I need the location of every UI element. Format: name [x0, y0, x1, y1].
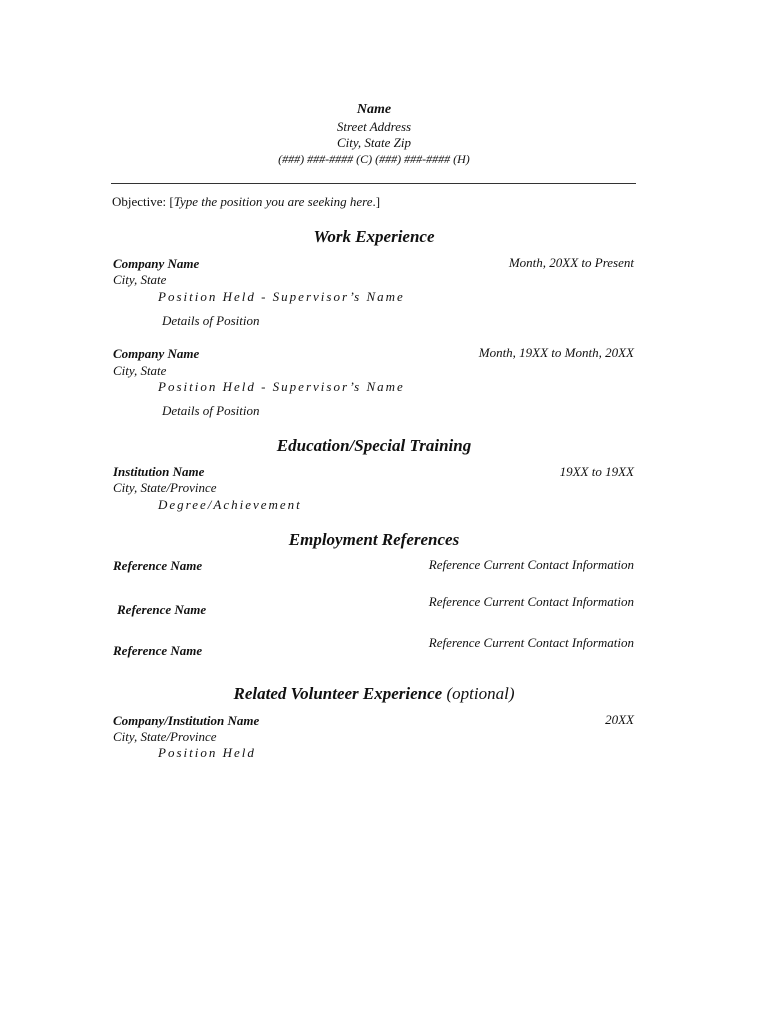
volunteer-title: Related Volunteer Experience: [233, 684, 443, 703]
city-state-zip: City, State Zip: [336, 135, 412, 150]
job-position: Position Held - Supervisor’s Name: [158, 289, 405, 304]
job-dates: Month, 20XX to Present: [508, 255, 634, 270]
reference-contact: Reference Current Contact Information: [428, 557, 634, 572]
header-divider: [111, 183, 636, 184]
degree-achievement: Degree/Achievement: [158, 497, 302, 512]
job-dates: Month, 19XX to Month, 20XX: [478, 345, 634, 360]
volunteer-position: Position Held: [158, 745, 256, 760]
phone-numbers: (###) ###-#### (C) (###) ###-#### (H): [278, 152, 470, 166]
objective-placeholder: Type the position you are seeking here: [173, 194, 373, 209]
reference-name: Reference Name: [113, 643, 203, 658]
volunteer-organization: Company/Institution Name: [113, 713, 260, 728]
job-company: Company Name: [113, 256, 200, 271]
volunteer-location: City, State/Province: [113, 729, 217, 744]
reference-contact: Reference Current Contact Information: [428, 594, 634, 609]
reference-contact: Reference Current Contact Information: [428, 635, 634, 650]
institution-location: City, State/Province: [113, 480, 217, 495]
education-dates: 19XX to 19XX: [559, 464, 634, 479]
objective-close: .]: [372, 194, 381, 209]
job-details: Details of Position: [162, 313, 260, 328]
job-position: Position Held - Supervisor’s Name: [158, 379, 405, 394]
institution-name: Institution Name: [113, 464, 205, 479]
section-title-references: Employment References: [288, 530, 460, 549]
reference-name: Reference Name: [117, 602, 207, 617]
section-title-education: Education/Special Training: [276, 436, 472, 455]
job-location: City, State: [113, 363, 167, 378]
street-address: Street Address: [336, 119, 412, 134]
section-title-volunteer: [0, 684, 748, 704]
volunteer-dates: 20XX: [605, 712, 634, 727]
job-company: Company Name: [113, 346, 200, 361]
job-details: Details of Position: [162, 403, 260, 418]
volunteer-optional: (optional): [442, 684, 515, 703]
reference-name: Reference Name: [113, 558, 203, 573]
objective-label: Objective: [: [112, 194, 174, 209]
objective-line: [112, 194, 380, 210]
section-title-work-experience: Work Experience: [313, 227, 435, 246]
resume-name: Name: [356, 102, 392, 117]
job-location: City, State: [113, 272, 167, 287]
